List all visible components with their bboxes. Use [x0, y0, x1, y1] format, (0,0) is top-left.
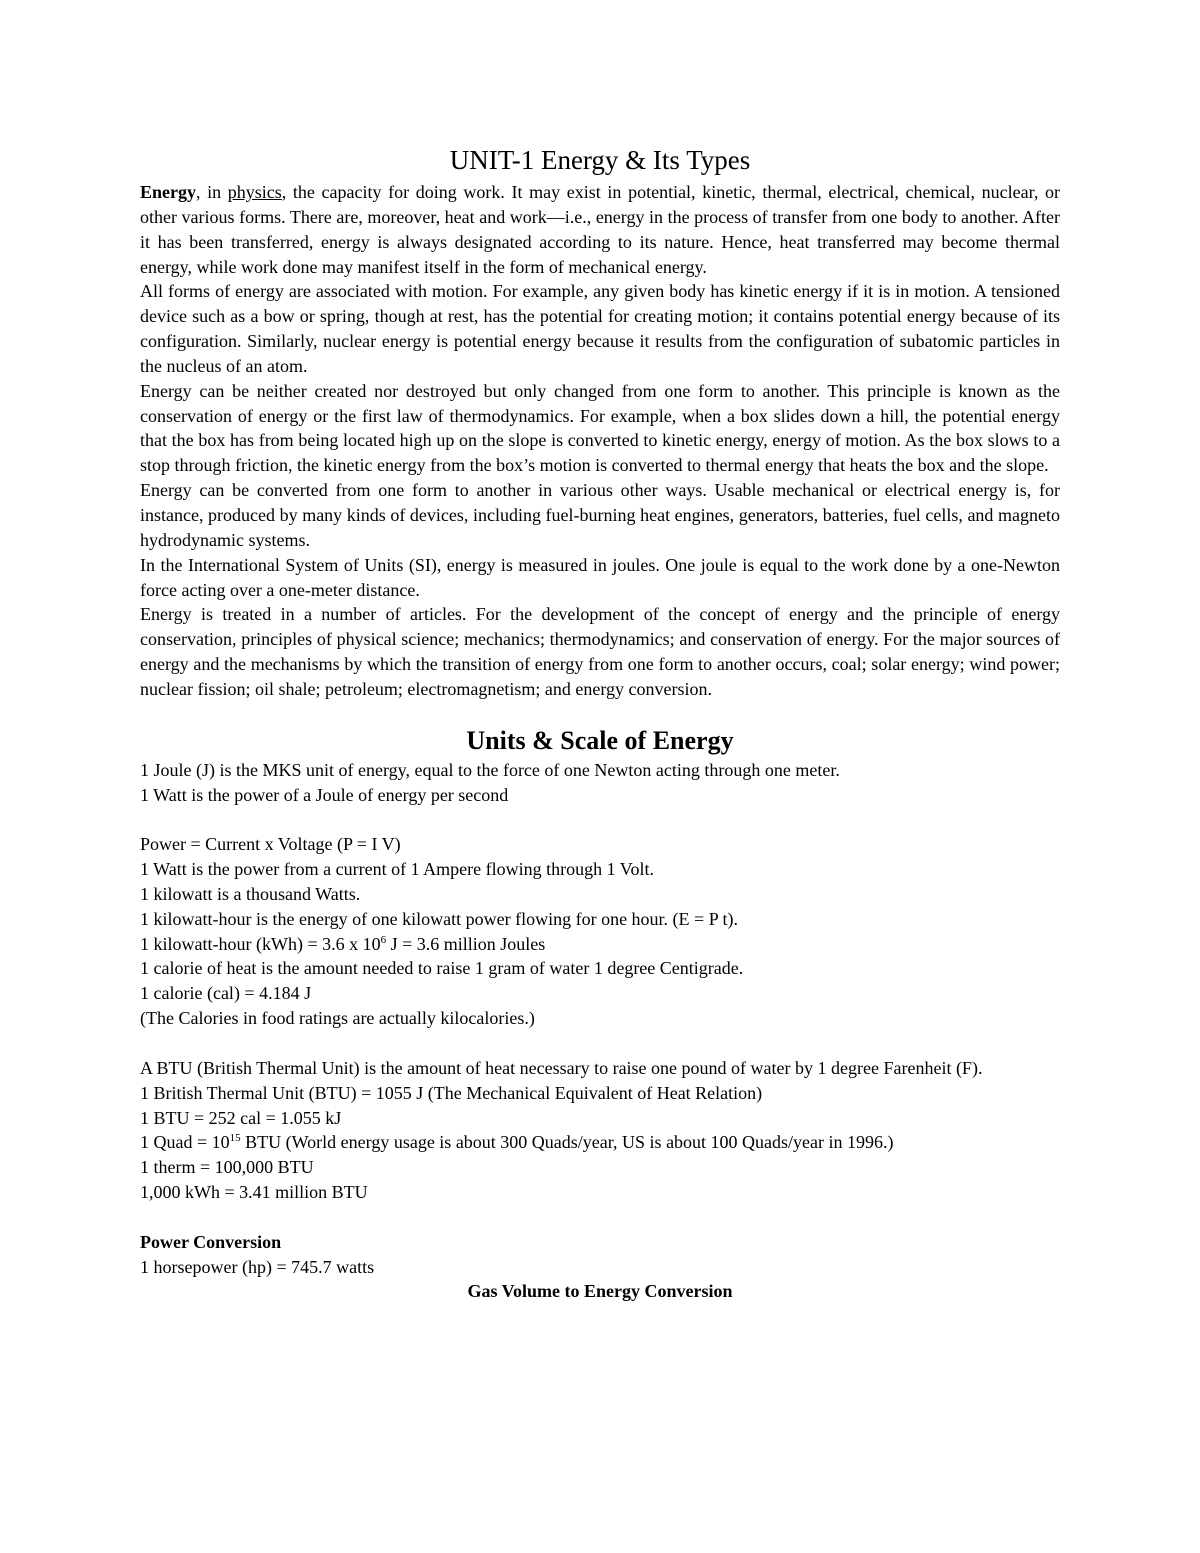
intro-lead-term: Energy — [140, 182, 196, 202]
page-title: UNIT-1 Energy & Its Types — [449, 145, 751, 175]
body-paragraph-articles: Energy is treated in a number of articles. For the development of the concept of energy and the principle of energy conservation, principles of physical science; mechanics; thermodynamics; and conservation of energy. For the major sources of energy and the mechanisms by which the transition of energy from one form to another occurs, coal; solar energy; wind power; nuclear fission; oil shale; petroleum; electromagnetism; and energy conversion. — [140, 604, 1060, 699]
gas-volume-heading: Gas Volume to Energy Conversion — [467, 1281, 733, 1302]
joule-definition: 1 Joule (J) is the MKS unit of energy, equal to the force of one Newton acting through one meter. — [140, 759, 840, 780]
quad-tail: BTU (World energy usage is about 300 Quads/year, US is about 100 Quads/year in 1996.) — [240, 1132, 894, 1153]
kilowatt-line: 1 kilowatt is a thousand Watts. — [140, 883, 361, 904]
btu-calorie-line: 1 BTU = 252 cal = 1.055 kJ — [140, 1107, 342, 1128]
btu-joule-line: 1 British Thermal Unit (BTU) = 1055 J (The Mechanical Equivalent of Heat Relation) — [140, 1082, 763, 1103]
horsepower-line: 1 horsepower (hp) = 745.7 watts — [140, 1256, 375, 1277]
therm-line: 1 therm = 100,000 BTU — [140, 1157, 314, 1178]
spacer — [140, 1031, 1060, 1056]
calorie-definition: 1 calorie of heat is the amount needed to raise 1 gram of water 1 degree Centigrade. — [140, 958, 744, 979]
power-formula: Power = Current x Voltage (P = I V) — [140, 834, 401, 855]
kwh-joule-text: 1 kilowatt-hour (kWh) = 3.6 x 10 — [140, 933, 381, 954]
intro-paragraph — [140, 180, 1060, 279]
body-paragraph-si-units: In the International System of Units (SI), energy is measured in joules. One joule is equal to the work done by a one-Newton force acting over a one-meter distance. — [140, 554, 1060, 600]
calorie-value: 1 calorie (cal) = 4.184 J — [140, 983, 312, 1004]
intro-pre-link: , in — [196, 182, 228, 202]
units-section-title: Units & Scale of Energy — [466, 725, 734, 755]
quad-text: 1 Quad = 10 — [140, 1132, 230, 1153]
intro-rest: , the capacity for doing work. It may exist in potential, kinetic, thermal, electrical, chemical, nuclear, or other various forms. There are, moreover, heat and work—i.e., energy in the process of transfer from one body to another. After it has been transferred, energy is always designated according to its nature. Hence, heat transferred may become thermal energy, while work done may manifest itself in the form of mechanical energy. — [140, 182, 1060, 277]
watt-current-line: 1 Watt is the power from a current of 1 Ampere flowing through 1 Volt. — [140, 859, 654, 880]
kilowatt-hour-joules-line — [140, 932, 1060, 957]
kwh-joule-tail: J = 3.6 million Joules — [386, 933, 546, 954]
kilowatt-hour-line: 1 kilowatt-hour is the energy of one kilowatt power flowing for one hour. (E = P t). — [140, 908, 739, 929]
quad-exponent: 15 — [229, 1132, 241, 1145]
kwh-btu-line: 1,000 kWh = 3.41 million BTU — [140, 1182, 368, 1203]
food-calorie-note: (The Calories in food ratings are actually kilocalories.) — [140, 1008, 535, 1029]
physics-link[interactable]: physics — [227, 182, 282, 202]
spacer — [140, 807, 1060, 832]
body-paragraph-motion: All forms of energy are associated with motion. For example, any given body has kinetic energy if it is in motion. A tensioned device such as a bow or spring, though at rest, has the potential for creating motion; it contains potential energy because of its configuration. Similarly, nuclear energy is potential energy because it results from the configuration of subatomic particles in the nucleus of an atom. — [140, 281, 1060, 376]
body-paragraph-conservation: Energy can be neither created nor destroyed but only changed from one form to another. This principle is known as the conservation of energy or the first law of thermodynamics. For example, when a box slides down a hill, the potential energy that the box has from being located high up on the slope is converted to kinetic energy, energy of motion. As the box slows to a stop through friction, the kinetic energy from the box’s motion is converted to thermal energy that heats the box and the slope. — [140, 380, 1060, 476]
btu-definition: A BTU (British Thermal Unit) is the amount of heat necessary to raise one pound of water by 1 degree Farenheit (F). — [140, 1057, 983, 1078]
quad-line — [140, 1130, 1060, 1155]
power-conversion-heading: Power Conversion — [140, 1231, 282, 1252]
kwh-exponent: 6 — [380, 933, 387, 946]
watt-definition: 1 Watt is the power of a Joule of energy per second — [140, 784, 509, 805]
spacer — [140, 1205, 1060, 1230]
document-page — [140, 140, 1060, 1304]
body-paragraph-conversion: Energy can be converted from one form to another in various other ways. Usable mechanical or electrical energy is, for instance, produced by many kinds of devices, including fuel-burning heat engines, generators, batteries, fuel cells, and magneto hydrodynamic systems. — [140, 480, 1060, 550]
